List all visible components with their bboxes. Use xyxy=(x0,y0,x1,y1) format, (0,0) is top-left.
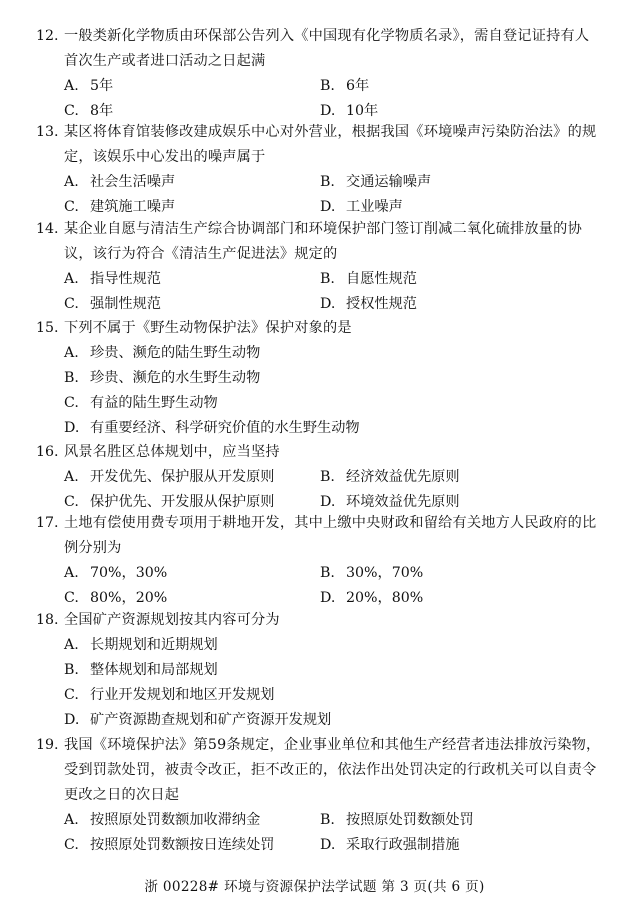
options-row xyxy=(0,833,629,858)
option-b: B. 珍贵、濒危的水生野生动物 xyxy=(64,370,261,386)
option-c: C. 保护优先、开发服从保护原则 xyxy=(64,494,275,510)
option-b: B. 按照原处罚数额处罚 xyxy=(320,812,474,828)
question-number: 18. xyxy=(36,612,59,628)
question-stem: 土地有偿使用费专项用于耕地开发，其中上缴中央财政和留给有关地方人民政府的比例分别为 xyxy=(64,515,597,556)
option-a: A. 指导性规范 xyxy=(64,271,161,287)
option-d: D. 环境效益优先原则 xyxy=(320,494,460,510)
options-row xyxy=(0,658,629,683)
question-number: 12. xyxy=(36,28,59,44)
option-b: B. 整体规划和局部规划 xyxy=(64,662,218,678)
option-d: D. 授权性规范 xyxy=(320,296,417,312)
options-row xyxy=(0,292,629,317)
option-b: B. 经济效益优先原则 xyxy=(320,469,460,485)
option-c: C. 8年 xyxy=(64,103,114,119)
question-stem: 某区将体育馆装修改建成娱乐中心对外营业，根据我国《环境噪声污染防治法》的规定，该娱乐中心发出的噪声属于 xyxy=(64,124,597,165)
question-number: 14. xyxy=(36,221,59,237)
option-a: A. 开发优先、保护服从开发原则 xyxy=(64,469,275,485)
question-stem: 某企业自愿与清洁生产综合协调部门和环境保护部门签订削减二氧化硫排放量的协议，该行为符合《清洁生产促进法》规定的 xyxy=(64,221,582,262)
option-b: B. 交通运输噪声 xyxy=(320,174,432,190)
options-row xyxy=(0,170,629,195)
option-c: C. 有益的陆生野生动物 xyxy=(64,395,218,411)
option-a: A. 70%，30% xyxy=(64,565,168,581)
question-17 xyxy=(0,511,629,611)
question-stem: 全国矿产资源规划按其内容可分为 xyxy=(64,612,280,628)
question-stem: 下列不属于《野生动物保护法》保护对象的是 xyxy=(64,320,352,336)
question-stem: 风景名胜区总体规划中，应当坚持 xyxy=(64,444,280,460)
option-c: C. 行业开发规划和地区开发规划 xyxy=(64,687,275,703)
option-d: D. 采取行政强制措施 xyxy=(320,837,460,853)
option-a: A. 按照原处罚数额加收滞纳金 xyxy=(64,812,261,828)
question-19 xyxy=(0,733,629,858)
question-14 xyxy=(0,217,629,317)
option-d: D. 工业噪声 xyxy=(320,199,403,215)
question-13 xyxy=(0,120,629,220)
options-row xyxy=(0,808,629,833)
question-12 xyxy=(0,24,629,124)
option-c: C. 80%，20% xyxy=(64,590,168,606)
option-b: B. 自愿性规范 xyxy=(320,271,417,287)
option-a: A. 珍贵、濒危的陆生野生动物 xyxy=(64,345,261,361)
question-number: 13. xyxy=(36,124,59,140)
question-number: 19. xyxy=(36,737,59,753)
options-row xyxy=(0,465,629,490)
options-row xyxy=(0,633,629,658)
question-number: 16. xyxy=(36,444,59,460)
option-b: B. 30%，70% xyxy=(320,565,424,581)
option-d: D. 10年 xyxy=(320,103,379,119)
options-row xyxy=(0,391,629,416)
options-row xyxy=(0,267,629,292)
question-stem: 一般类新化学物质由环保部公告列入《中国现有化学物质名录》，需自登记证持有人首次生产或者进口活动之日起满 xyxy=(64,28,590,69)
option-d: D. 有重要经济、科学研究价值的水生野生动物 xyxy=(64,420,360,436)
option-a: A. 5年 xyxy=(64,78,114,94)
option-c: C. 按照原处罚数额按日连续处罚 xyxy=(64,837,275,853)
question-16 xyxy=(0,440,629,515)
option-b: B. 6年 xyxy=(320,78,370,94)
option-a: A. 长期规划和近期规划 xyxy=(64,637,218,653)
options-row xyxy=(0,366,629,391)
options-row xyxy=(0,561,629,586)
question-stem: 我国《环境保护法》第59条规定，企业事业单位和其他生产经营者违法排放污染物，受到罚款处罚，被责令改正，拒不改正的，依法作出处罚决定的行政机关可以自责令更改之日的次日起 xyxy=(64,737,601,803)
option-c: C. 强制性规范 xyxy=(64,296,161,312)
options-row xyxy=(0,341,629,366)
page-footer: 浙 00228# 环境与资源保护法学试题 第 3 页(共 6 页) xyxy=(144,879,485,895)
options-row xyxy=(0,74,629,99)
question-18 xyxy=(0,608,629,733)
question-number: 15. xyxy=(36,320,59,336)
options-row xyxy=(0,416,629,441)
question-15 xyxy=(0,316,629,441)
option-c: C. 建筑施工噪声 xyxy=(64,199,176,215)
options-row xyxy=(0,683,629,708)
question-number: 17. xyxy=(36,515,59,531)
option-d: D. 矿产资源勘查规划和矿产资源开发规划 xyxy=(64,712,332,728)
option-d: D. 20%，80% xyxy=(320,590,424,606)
option-a: A. 社会生活噪声 xyxy=(64,174,176,190)
options-row xyxy=(0,708,629,733)
